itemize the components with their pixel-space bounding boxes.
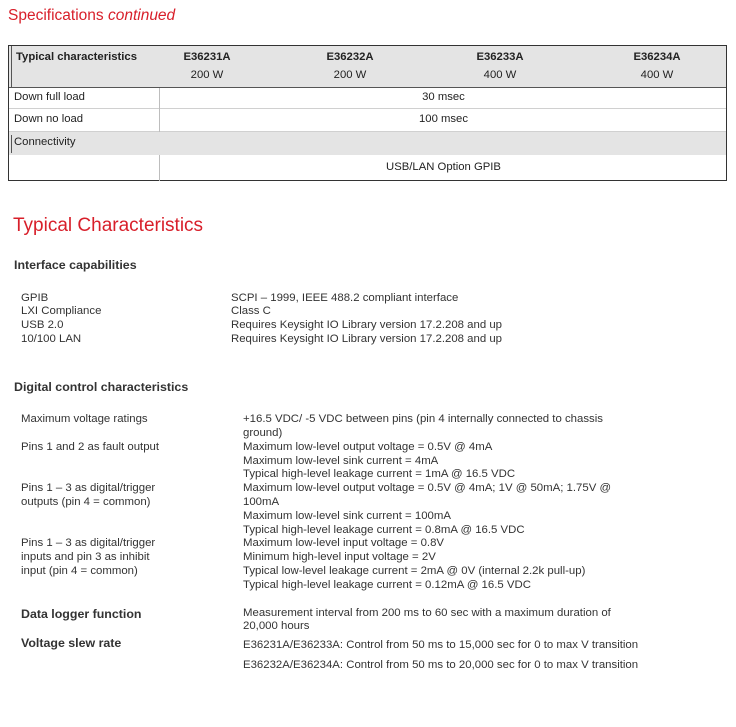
- header-left-bar: [11, 46, 12, 88]
- digital-value-line: Typical low-level leakage current = 2mA @ 0V (internal 2.2k pull-up): [243, 565, 586, 577]
- interface-capabilities-heading: Interface capabilities: [14, 258, 137, 272]
- interface-value: Requires Keysight IO Library version 17.2.208 and up: [231, 333, 503, 345]
- header-title-suffix: continued: [107, 7, 176, 24]
- slew-rate-label: Voltage slew rate: [21, 636, 122, 650]
- connectivity-left-bar: [11, 135, 12, 153]
- row-value: 100 msec: [419, 113, 468, 125]
- table-row: [9, 88, 726, 109]
- model-power: 400 W: [640, 69, 674, 81]
- digital-value-line: Maximum low-level output voltage = 0.5V @ 4mA: [243, 441, 493, 453]
- page-header-title: [8, 7, 175, 25]
- model-power: 200 W: [333, 69, 367, 81]
- data-logger-value-line: Measurement interval from 200 ms to 60 sec with a maximum duration of: [243, 607, 611, 619]
- column-divider: [159, 88, 160, 132]
- digital-label-line: Pins 1 – 3 as digital/trigger: [21, 537, 156, 549]
- interface-value: Class C: [231, 305, 271, 317]
- table-row: [9, 109, 726, 132]
- row-label: Connectivity: [14, 136, 76, 148]
- digital-label-line: inputs and pin 3 as inhibit: [21, 551, 150, 563]
- spec-header-label: Typical characteristics: [16, 51, 137, 63]
- digital-value-line: Maximum low-level input voltage = 0.8V: [243, 537, 445, 549]
- interface-value: SCPI – 1999, IEEE 488.2 compliant interface: [231, 292, 459, 304]
- digital-value-line: Maximum low-level sink current = 100mA: [243, 510, 451, 522]
- digital-value-line: Maximum low-level sink current = 4mA: [243, 455, 439, 467]
- slew-rate-value-line: E36231A/E36233A: Control from 50 ms to 15,000 sec for 0 to max V transition: [243, 639, 639, 651]
- model-power: 200 W: [190, 69, 224, 81]
- interface-label: LXI Compliance: [21, 305, 102, 317]
- digital-value-line: +16.5 VDC/ -5 VDC between pins (pin 4 internally connected to chassis: [243, 413, 603, 425]
- data-logger-value-line: 20,000 hours: [243, 620, 310, 632]
- digital-label: Maximum voltage ratings: [21, 413, 148, 425]
- data-logger-label: Data logger function: [21, 607, 142, 621]
- digital-label-line: Pins 1 – 3 as digital/trigger: [21, 482, 156, 494]
- digital-control-heading: Digital control characteristics: [14, 380, 189, 394]
- interface-value: Requires Keysight IO Library version 17.2.208 and up: [231, 319, 503, 331]
- model-name: E36234A: [633, 51, 681, 63]
- model-name: E36232A: [326, 51, 374, 63]
- digital-value-line: Typical high-level leakage current = 1mA @ 16.5 VDC: [243, 468, 516, 480]
- digital-value-line: Minimum high-level input voltage = 2V: [243, 551, 436, 563]
- digital-value-line: Typical high-level leakage current = 0.12mA @ 16.5 VDC: [243, 579, 531, 591]
- column-divider: [159, 155, 160, 181]
- digital-value-line: Typical high-level leakage current = 0.8mA @ 16.5 VDC: [243, 524, 525, 536]
- model-name: E36233A: [476, 51, 524, 63]
- row-value: USB/LAN Option GPIB: [386, 161, 501, 173]
- spec-table: [8, 45, 727, 181]
- interface-label: 10/100 LAN: [21, 333, 82, 345]
- digital-label: Pins 1 and 2 as fault output: [21, 441, 160, 453]
- row-value: 30 msec: [422, 91, 465, 103]
- digital-value-line: Maximum low-level output voltage = 0.5V @ 4mA; 1V @ 50mA; 1.75V @: [243, 482, 612, 494]
- model-name: E36231A: [183, 51, 231, 63]
- digital-value-line: 100mA: [243, 496, 280, 508]
- interface-label: GPIB: [21, 292, 49, 304]
- row-label: Down no load: [14, 113, 84, 125]
- slew-rate-value-line: E36232A/E36234A: Control from 50 ms to 20,000 sec for 0 to max V transition: [243, 659, 639, 671]
- digital-label-line: outputs (pin 4 = common): [21, 496, 151, 508]
- row-label: Down full load: [14, 91, 85, 103]
- model-power: 400 W: [483, 69, 517, 81]
- interface-label: USB 2.0: [21, 319, 64, 331]
- header-title-main: Specifications: [8, 7, 104, 24]
- table-row: [9, 132, 726, 155]
- spec-table-header-row: [9, 46, 726, 88]
- table-row: [9, 155, 726, 181]
- digital-label-line: input (pin 4 = common): [21, 565, 138, 577]
- digital-value-line: ground): [243, 427, 283, 439]
- section-title: Typical Characteristics: [13, 215, 204, 236]
